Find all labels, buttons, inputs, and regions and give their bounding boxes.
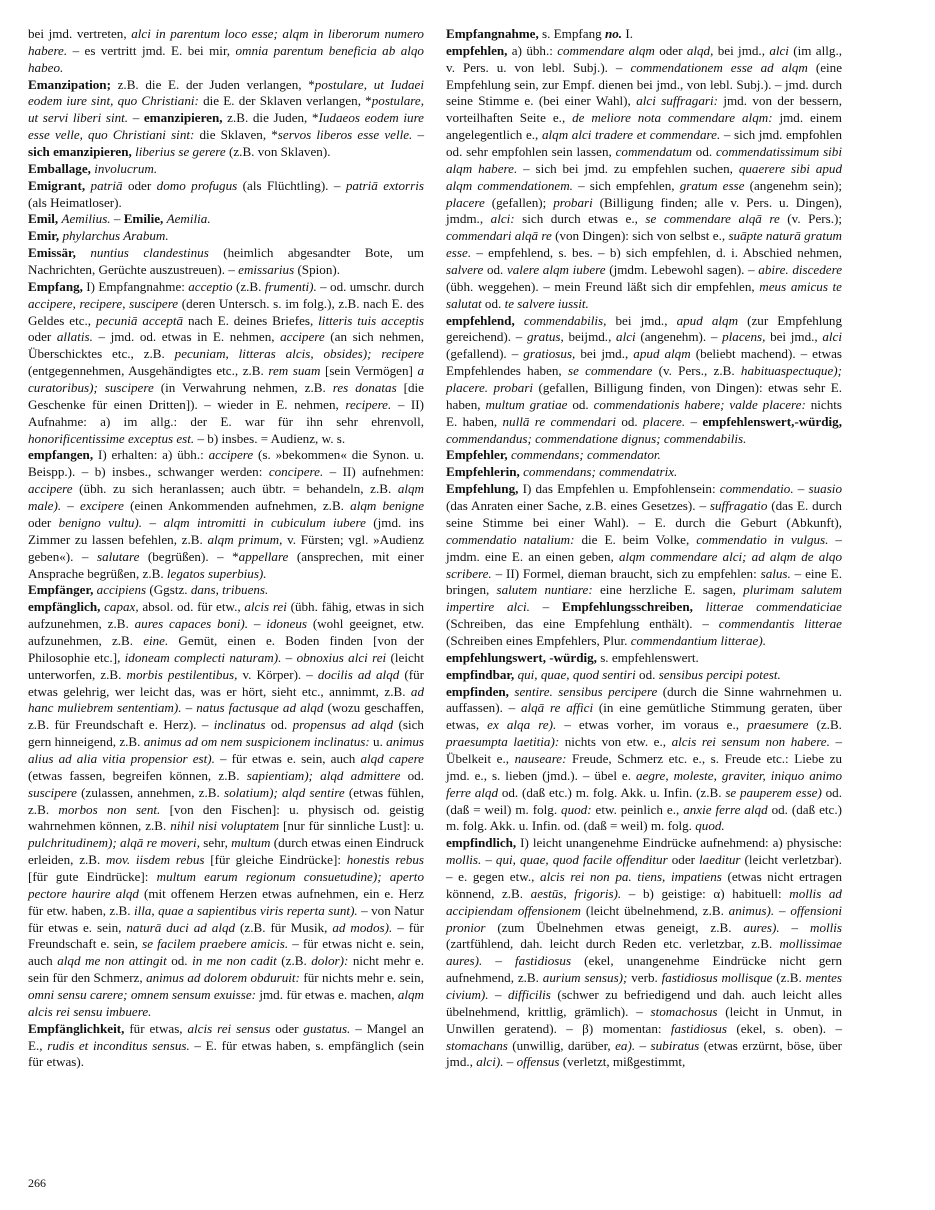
dictionary-entry: Empfänger, accipiens (Ggstz. dans, tribuens. xyxy=(28,582,269,598)
dictionary-entry: Empfangnahme, s. Empfang no. I. xyxy=(446,26,633,41)
dictionary-entry: empfänglich, capax, absol. od. für etw., alcis rei (übh. fähig, etwas in sich aufzunehmen, z.B. aures capaces boni). – idoneus (wohl geeignet, etw. aufzunehmen, z.B. eine. Gemüt, einen e. Boden finden [von der Philosophie etc.], idoneam complecti naturam). – obnoxius alci rei (leicht unterworfen, z.B. morbis pestilentibus, v. Körper). – docilis ad alqd (für etwas gelehrig, wer leicht das, was er hört, sieht etc., annimmt, z.B. ad hanc muliebrem sententiam). – natus factusque ad alqd (wozu geschaffen, z.B. für Freundschaft e. Herz). – inclinatus od. propensus ad alqd (sich gern hinneigend, z.B. animus ad om nem suspicionem inclinatus: u. animus alius ad alia vitia propensior est). – für etwas e. sein, auch alqd capere (etwas fassen, begreifen können, z.B. sapientiam); alqd admittere od. suscipere (zulassen, annehmen, z.B. solatium); alqd sentire (etwas fühlen, z.B. morbos non sent. [von den Fischen]: u. physisch od. geistig wahrnehmen können, z.B. nihil nisi voluptatem [nur für sinnliche Lust]: u. pulchritudinem); alqā re moveri, sehr, multum (durch etwas einen Eindruck erleiden, z.B. mov. iisdem rebus [für gleiche Eindrücke]: honestis rebus [für gute Eindrücke]: multum earum regionum consuetudine); aperto pectore haurire alqd (mit offenem Herzen etwas aufnehmen, ein e. Herz für etw. haben, z.B. illa, quae a sapientibus viris reperta sunt). – von Natur für etwas e. sein, naturā duci ad alqd (z.B. für Musik, ad modos). – für Freundschaft e. sein, se facilem praebere amicis. – für etwas nicht e. sein, auch alqd me non attingit od. in me non cadit (z.B. dolor): nicht mehr e. sein für den Schmerz, animus ad dolorem obduruit: für nichts mehr e. sein, omni sensu carere; omnem sensum exuisse: jmd. für etwas e. machen, alqm alcis rei sensu imbuere. xyxy=(28,599,425,1019)
dictionary-entry: empfangen, I) erhalten: a) übh.: accipere (s. »bekommen« die Synon. u. Beispp.). – b) insbes., schwanger werden: concipere. – II) aufnehmen: accipere (übh. zu sich heranlassen; auch übtr. = behandeln, z.B. alqm male). – excipere (einen Ankommenden aufnehmen, z.B. alqm benigne oder benigno vultu). – alqm intromitti in cubiculum iubere (jmd. ins Zimmer zu lassen befehlen, z.B. alqm primum, v. Fürsten; vgl. »Audienz geben«). – salutare (begrüßen). – *appellare (ansprechen, mit einer Ansprache begrüßen, z.B. legatos superbius). xyxy=(28,447,425,581)
dictionary-entry: Empfehlerin, commendans; commendatrix. xyxy=(446,464,678,480)
dictionary-entry: empfindbar, qui, quae, quod sentiri od. sensibus percipi potest. xyxy=(446,666,781,682)
dictionary-entry: empfehlungswert, -würdig, s. empfehlenswert. xyxy=(446,649,699,665)
left-column xyxy=(28,26,424,1071)
dictionary-entry: Emil, Aemilius. – Emilie, Aemilia. xyxy=(28,211,211,227)
dictionary-entry: empfindlich, I) leicht unangenehme Eindrücke aufnehmend: a) physische: mollis. – qui, quae, quod facile offenditur oder laeditur (leicht verletzbar). – e. gegen etw., alcis rei non pa. tiens, impatiens (etwas nicht ertragen könnend, z.B. aestūs, frigoris). – b) geistige: α) habituell: mollis ad accipiendam offensionem (leicht übelnehmend, z.B. animus). – offensioni pronior (zum Übelnehmen etwas geneigt, z.B. aures). – mollis (zartfühlend, dah. leicht durch Reden etc. verletzbar, z.B. mollissimae aures). – fastidiosus (ekel, unangenehme Eindrücke nicht gern aufnehmend, z.B. aurium sensus); verb. fastidiosus mollisque (z.B. mentes civium). – difficilis (schwer zu befriedigend und dah. auch leicht alles übelnehmend, krittlig, grämlich). – stomachosus (leicht in Unmut, in Unwillen geratend). – β) momentan: fastidiosus (ekel, s. oben). – stomachans (unwillig, darüber, ea). – subiratus (etwas erzürnt, böse, über jmd., alci). – offensus (verletzt, mißgestimmt, xyxy=(446,835,843,1070)
dictionary-entry: Empfang, I) Empfangnahme: acceptio (z.B. frumenti). – od. umschr. durch accipere, recipere, suscipere (deren Untersch. s. im folg.), z.B. nach E. des Geldes etc., pecuniā acceptā nach E. deines Briefes, litteris tuis acceptis oder allatis. – jmd. od. etwas in E. nehmen, accipere (an sich nehmen, Überschicktes etc., z.B. pecuniam, litteras alcis, obsides); recipere (entgegennehmen, Ausgehändigtes etc., z.B. rem suam [sein Vermögen] a curatoribus); suscipere (in Verwahrung nehmen, z.B. res donatas [die Geschenke für einen Dritten]). – wieder in E. nehmen, recipere. – II) Aufnahme: a) im allg.: der E. war für ihn sehr ehrenvoll, honorificentissime exceptus est. – b) insbes. = Audienz, w. s. xyxy=(28,278,425,446)
dictionary-entry: Emanzipation; z.B. die E. der Juden verlangen, *postulare, ut Iudaei eodem iure sint, quo Christiani: die E. der Sklaven verlangen, *postulare, ut servi liberi sint. – emanzipieren, z.B. die Juden, *Iudaeos eodem iure esse velle, quo Christiani sint: die Sklaven, *servos liberos esse velle. – sich emanzipieren, liberius se gerere (z.B. von Sklaven). xyxy=(28,76,425,160)
dictionary-entry: empfehlend, commendabilis, bei jmd., apud alqm (zur Empfehlung gereichend). – gratus, beijmd., alci (angenehm). – placens, bei jmd., alci (gefallend). – gratiosus, bei jmd., apud alqm (beliebt machend). – etwas Empfehlendes haben, se commendare (v. Pers., z.B. habituaspectuque); placere. probari (gefallen, Billigung finden, von Dingen): etwas sehr E. haben, multum gratiae od. commendationis habere; valde placere: nichts E. haben, nullā re commendari od. placere. – empfehlenswert,-würdig, commendandus; commendatione dignus; commendabilis. xyxy=(446,312,843,446)
dictionary-entry: Emigrant, patriā oder domo profugus (als Flüchtling). – patriā extorris (als Heimatloser). xyxy=(28,177,424,210)
dictionary-entry: Empfehler, commendans; commendator. xyxy=(446,447,661,463)
dictionary-entry: Empfehlung, I) das Empfehlen u. Empfohlensein: commendatio. – suasio (das Anraten einer Sache, z.B. eines Gesetzes). – suffragatio (das E. durch seine Stimme bei einer Wahl). – E. durch die Geburt (Abkunft), commendatio natalium: die E. beim Volke, commendatio in vulgus. – jmdm. eine E. an einen geben, alqm commendare alci; ad alqm de alqo scribere. – II) Formel, dieman braucht, sich zu empfehlen: salus. – eine E. bringen, salutem nuntiare: eine herzliche E. sagen, plurimam salutem impertire alci. – Empfehlungsschreiben, litterae commendaticiae (Schreiben, das eine Empfehlung enthält). – commendantis litterae (Schreiben eines Empfehlers, Plur. commendantium litterae). xyxy=(446,481,843,648)
dictionary-entry: bei jmd. vertreten, alci in parentum loco esse; alqm in liberorum numero habere. – es vertritt jmd. E. bei mir, omnia parentum beneficia ab alqo habeo. xyxy=(28,26,424,75)
page-number: 266 xyxy=(28,1176,46,1190)
dictionary-entry: Emir, phylarchus Arabum. xyxy=(28,228,169,244)
right-column xyxy=(446,26,842,1071)
dictionary-entry: Empfänglichkeit, für etwas, alcis rei sensus oder gustatus. – Mangel an E., rudis et inconditus sensus. – E. für etwas haben, s. empfänglich (sein für etwas). xyxy=(28,1020,424,1070)
dictionary-entry: Emissär, nuntius clandestinus (heimlich abgesandter Bote, um Nachrichten, Gerüchte auszustreuen). – emissarius (Spion). xyxy=(28,245,424,278)
dictionary-entry: Emballage, involucrum. xyxy=(28,160,158,176)
dictionary-entry: empfehlen, a) übh.: commendare alqm oder alqd, bei jmd., alci (im allg., v. Pers. u. von lebl. Subj.). – commendationem esse ad alqm (eine Empfehlung sein, zur Empf. dienen bei jmd., von lebl. Subj.). – jmd. durch seine Stimme e. (bei einer Wahl), alci suffragari: jmd. von der bessern, vorteilhaften Seite e., de meliore nota commendare alqm: jmd. einem angelegentlich e., alqm alci tradere et commendare. – sich jmd. empfohlen od. sehr empfohlen sein lassen, commendatum od. commendatissimum sibi alqm habere. – sich bei jmd. zu empfehlen suchen, quaerere sibi apud alqm commendationem. – sich empfehlen, gratum esse (angenehm sein); placere (gefallen); probari (Billigung finden; alle v. Pers. u. Dingen), jmdm., alci: sich durch etwas e., se commendare alqā re (v. Pers.); commendari alqā re (von Dingen): sich von selbst e., suāpte naturā gratum esse. – empfehlend, s. bes. – b) sich empfehlen, d. i. Abschied nehmen, salvere od. valere alqm iubere (jmdm. Lebewohl sagen). – abire. discedere (übh. weggehen). – mein Freund läßt sich dir empfehlen, meus amicus te salutat od. te salvere iussit. xyxy=(446,42,843,311)
dictionary-entry: empfinden, sentire. sensibus percipere (durch die Sinne wahrnehmen u. auffassen). – alqā re affici (in eine gemütliche Stimmung geraten, über etwas, ex alqa re). – etwas vorher, im voraus e., praesumere (z.B. praesumpta laetitia): nichts von etw. e., alcis rei sensum non habere. – Übelkeit e., nauseare: Freude, Schmerz etc. e., s. Freude etc.: Liebe zu jmd. e., s. lieben (jmd.). – übel e. aegre, moleste, graviter, iniquo animo ferre alqd od. (daß etc.) m. folg. Akk. u. Infin. (z.B. se pauperem esse) od. (daß = weil) m. folg. quod: etw. peinlich e., anxie ferre alqd od. (daß etc.) m. folg. Akk. u. Infin. od. (daß = weil) m. folg. quod. xyxy=(446,683,842,834)
